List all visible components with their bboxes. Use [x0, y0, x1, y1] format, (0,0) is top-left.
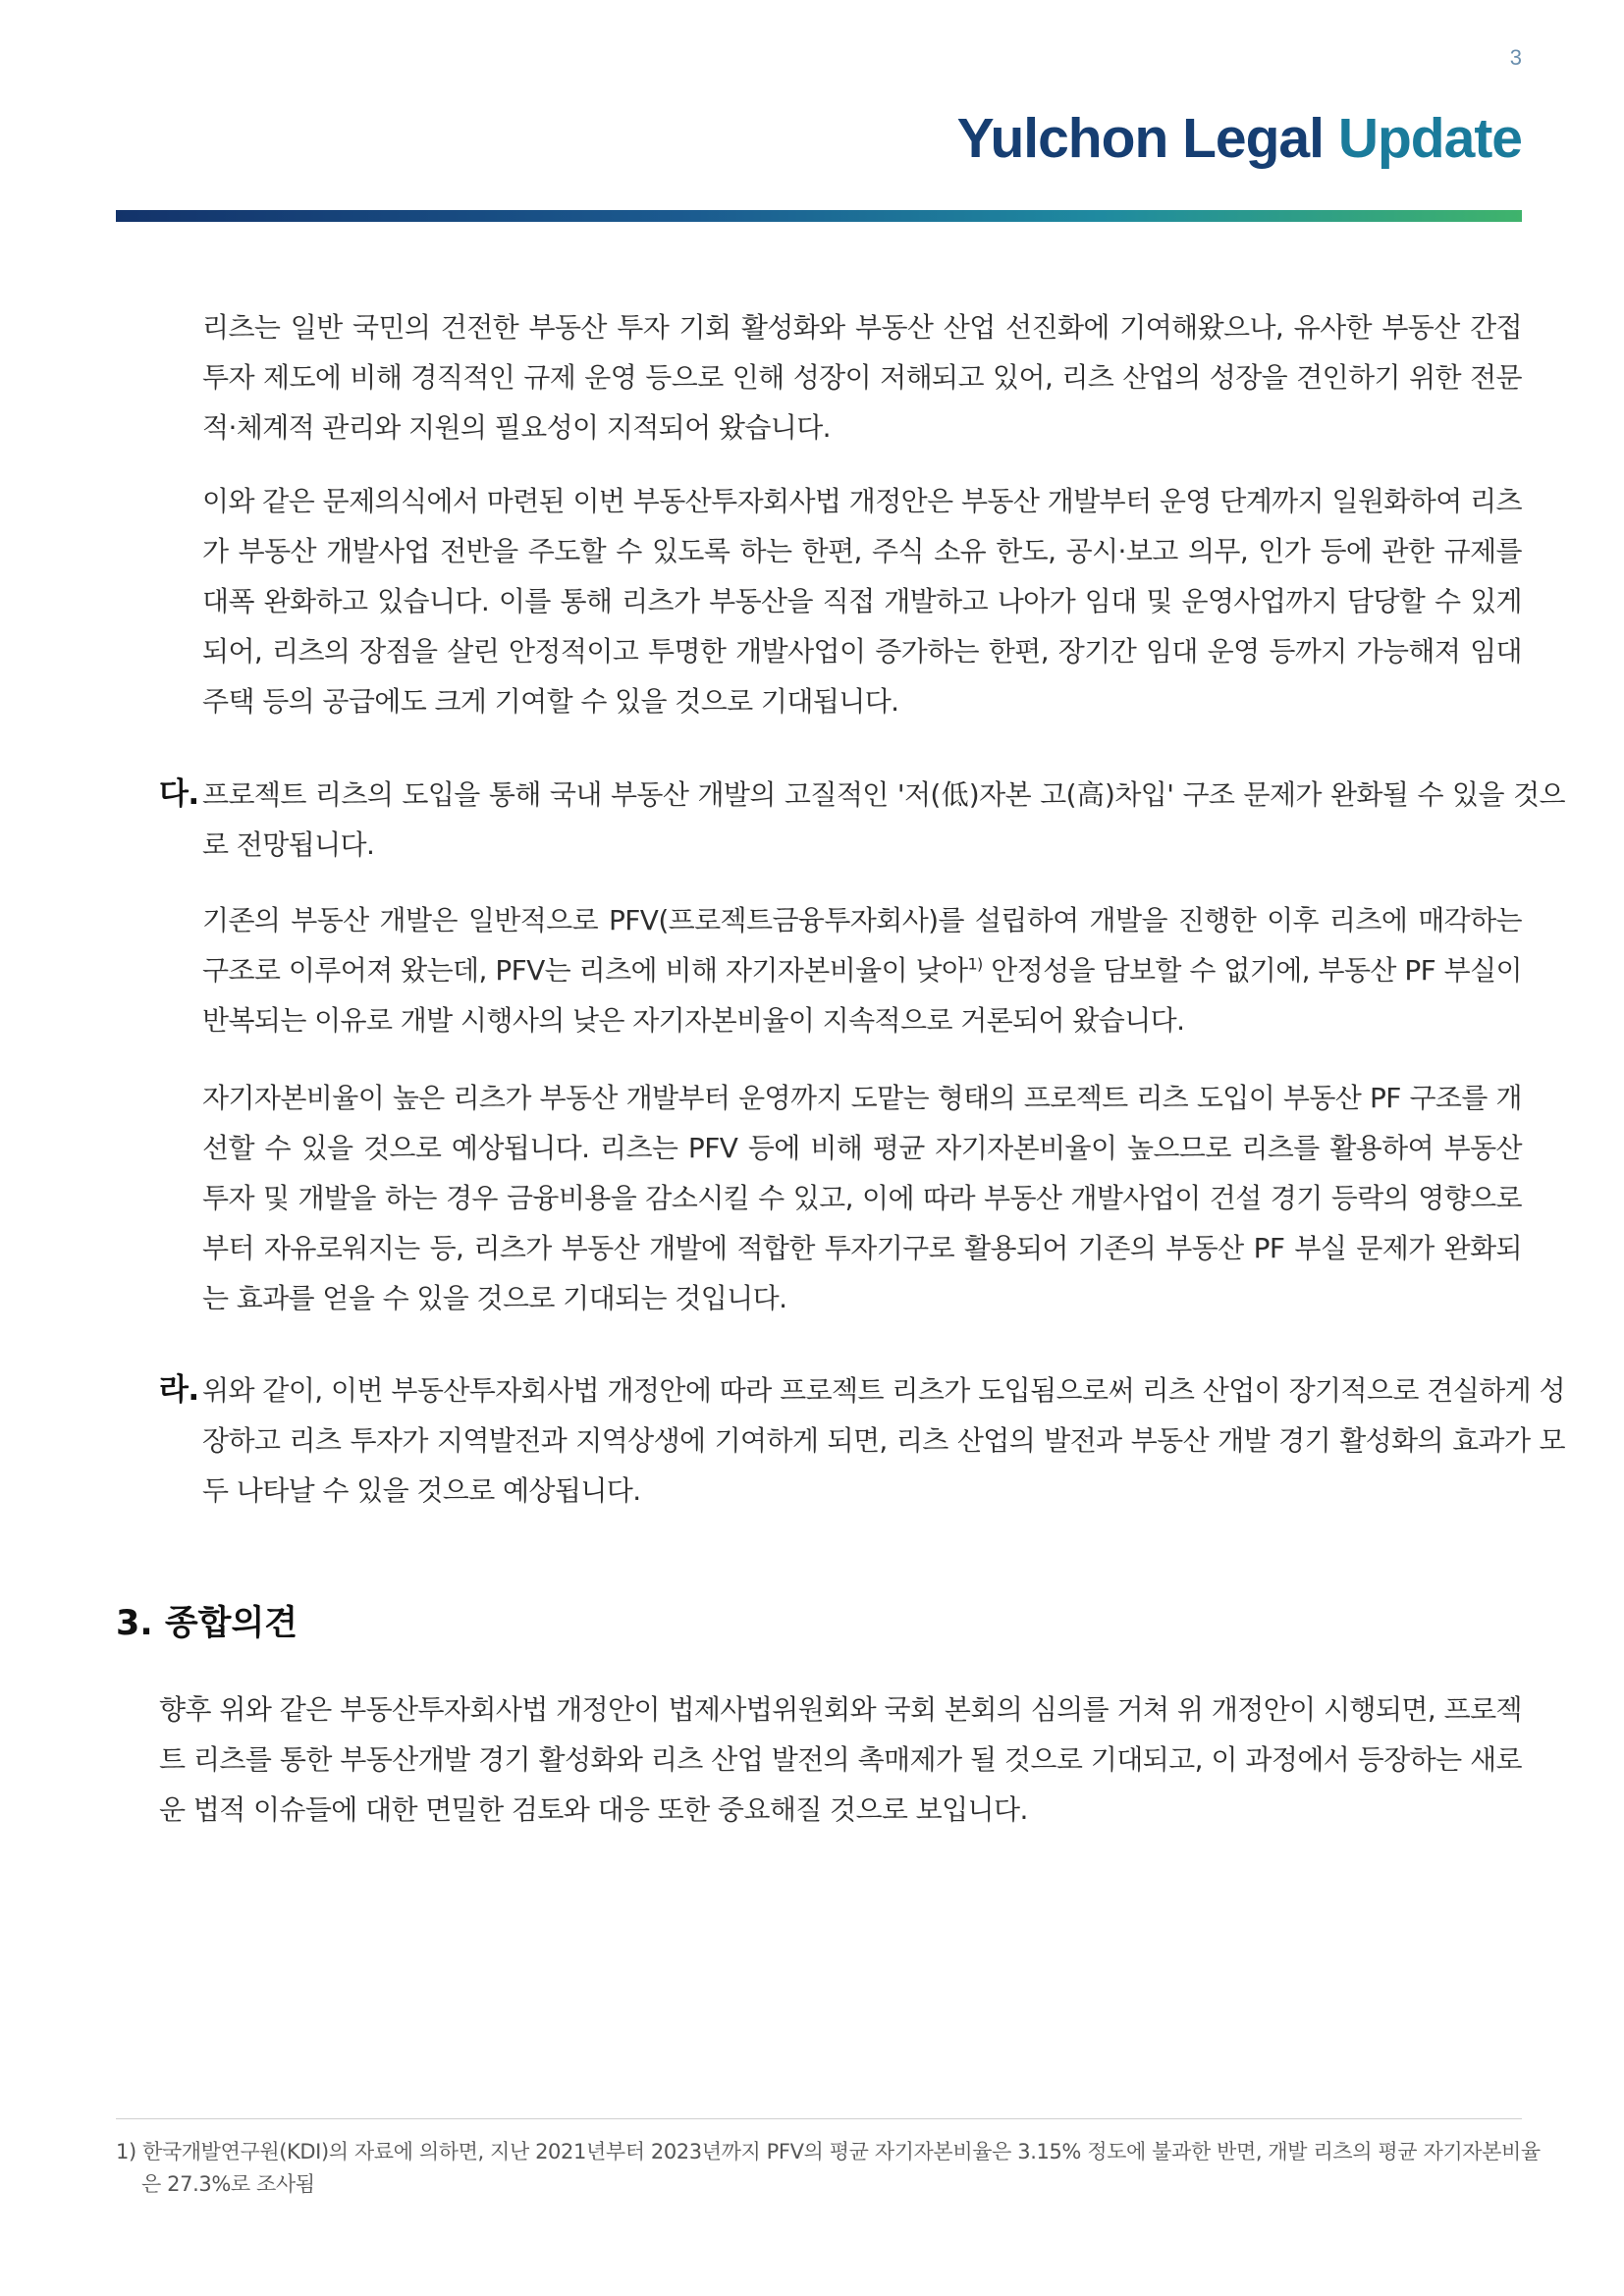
pfv-text-after: 안정성을 담보할 수 없기에, 부동산 PF 부실이 반복되는 이유로 개발 시행사의 낮은 자기자본비율이 지속적으로 거론되어 왔습니다. [202, 954, 1522, 1037]
list-item-da [159, 770, 1565, 870]
section-title: 3. 종합의견 [116, 1604, 298, 1643]
list-item-ra-text: 위와 같이, 이번 부동산투자회사법 개정안에 따라 프로젝트 리츠가 도입됨으로써 리츠 산업이 장기적으로 견실하게 성장하고 리츠 투자가 지역발전과 지역상생에 기여하게 되면, 리츠 산업의 발전과 부동산 개발 경기 활성화의 효과가 모두 나타날 수 있을 것으로 예상됩니다. [202, 1374, 1565, 1507]
list-item-ra [159, 1365, 1565, 1516]
pfv-text-before: 기존의 부동산 개발은 일반적으로 PFV(프로젝트금융투자회사)를 설립하여 개발을 진행한 이후 리츠에 매각하는 구조로 이루어져 왔는데, PFV는 리츠에 비해 자기자본비율이 낮아 [202, 904, 1522, 987]
brand-update: Update [1337, 107, 1522, 170]
list-item-da-text: 프로젝트 리츠의 도입을 통해 국내 부동산 개발의 고질적인 '저(低)자본 고(高)차입' 구조 문제가 완화될 수 있을 것으로 전망됩니다. [202, 778, 1565, 861]
header-gradient-rule [116, 210, 1522, 222]
page-number: 3 [1509, 45, 1522, 70]
paragraph-pfv-structure [202, 895, 1522, 1045]
paragraph-amendment-summary: 이와 같은 문제의식에서 마련된 이번 부동산투자회사법 개정안은 부동산 개발부터 운영 단계까지 일원화하여 리츠가 부동산 개발사업 전반을 주도할 수 있도록 하는 한편, 주식 소유 한도, 공시·보고 의무, 인가 등에 관한 규제를 대폭 완화하고 있습니다. 이를 통해 리츠가 부동산을 직접 개발하고 나아가 임대 및 운영사업까지 담당할 수 있게 되어, 리츠의 장점을 살린 안정적이고 투명한 개발사업이 증가하는 한편, 장기간 임대 운영 등까지 가능해져 임대주택 등의 공급에도 크게 기여할 수 있을 것으로 기대됩니다. [202, 485, 1522, 718]
footnote: 1) 한국개발연구원(KDI)의 자료에 의하면, 지난 2021년부터 2023년까지 PFV의 평균 자기자본비율은 3.15% 정도에 불과한 반면, 개발 리츠의 평균 자기자본비율은 27.3%로 조사됨 [116, 2140, 1541, 2196]
paragraph-project-reits-effect: 자기자본비율이 높은 리츠가 부동산 개발부터 운영까지 도맡는 형태의 프로젝트 리츠 도입이 부동산 PF 구조를 개선할 수 있을 것으로 예상됩니다. 리츠는 PFV 등에 비해 평균 자기자본비율이 높으므로 리츠를 활용하여 부동산 투자 및 개발을 하는 경우 금융비용을 감소시킬 수 있고, 이에 따라 부동산 개발사업이 건설 경기 등락의 영향으로부터 자유로워지는 등, 리츠가 부동산 개발에 적합한 투자기구로 활용되어 기존의 부동산 PF 부실 문제가 완화되는 효과를 얻을 수 있을 것으로 기대되는 것입니다. [202, 1082, 1522, 1314]
brand-logo [957, 106, 1522, 171]
list-marker-ra: 라. [159, 1372, 199, 1408]
brand-name: Yulchon Legal [956, 107, 1338, 170]
footnote-divider [116, 2118, 1522, 2119]
paragraph-reits-background: 리츠는 일반 국민의 건전한 부동산 투자 기회 활성화와 부동산 산업 선진화에 기여해왔으나, 유사한 부동산 간접 투자 제도에 비해 경직적인 규제 운영 등으로 인해 성장이 저해되고 있어, 리츠 산업의 성장을 견인하기 위한 전문적·체계적 관리와 지원의 필요성이 지적되어 왔습니다. [202, 311, 1522, 444]
paragraph-conclusion: 향후 위와 같은 부동산투자회사법 개정안이 법제사법위원회와 국회 본회의 심의를 거쳐 위 개정안이 시행되면, 프로젝트 리츠를 통한 부동산개발 경기 활성화와 리츠 산업 발전의 촉매제가 될 것으로 기대되고, 이 과정에서 등장하는 새로운 법적 이슈들에 대한 면밀한 검토와 대응 또한 중요해질 것으로 보입니다. [159, 1693, 1522, 1826]
list-marker-da: 다. [159, 776, 199, 812]
footnote-ref[interactable]: 1) [967, 954, 983, 974]
